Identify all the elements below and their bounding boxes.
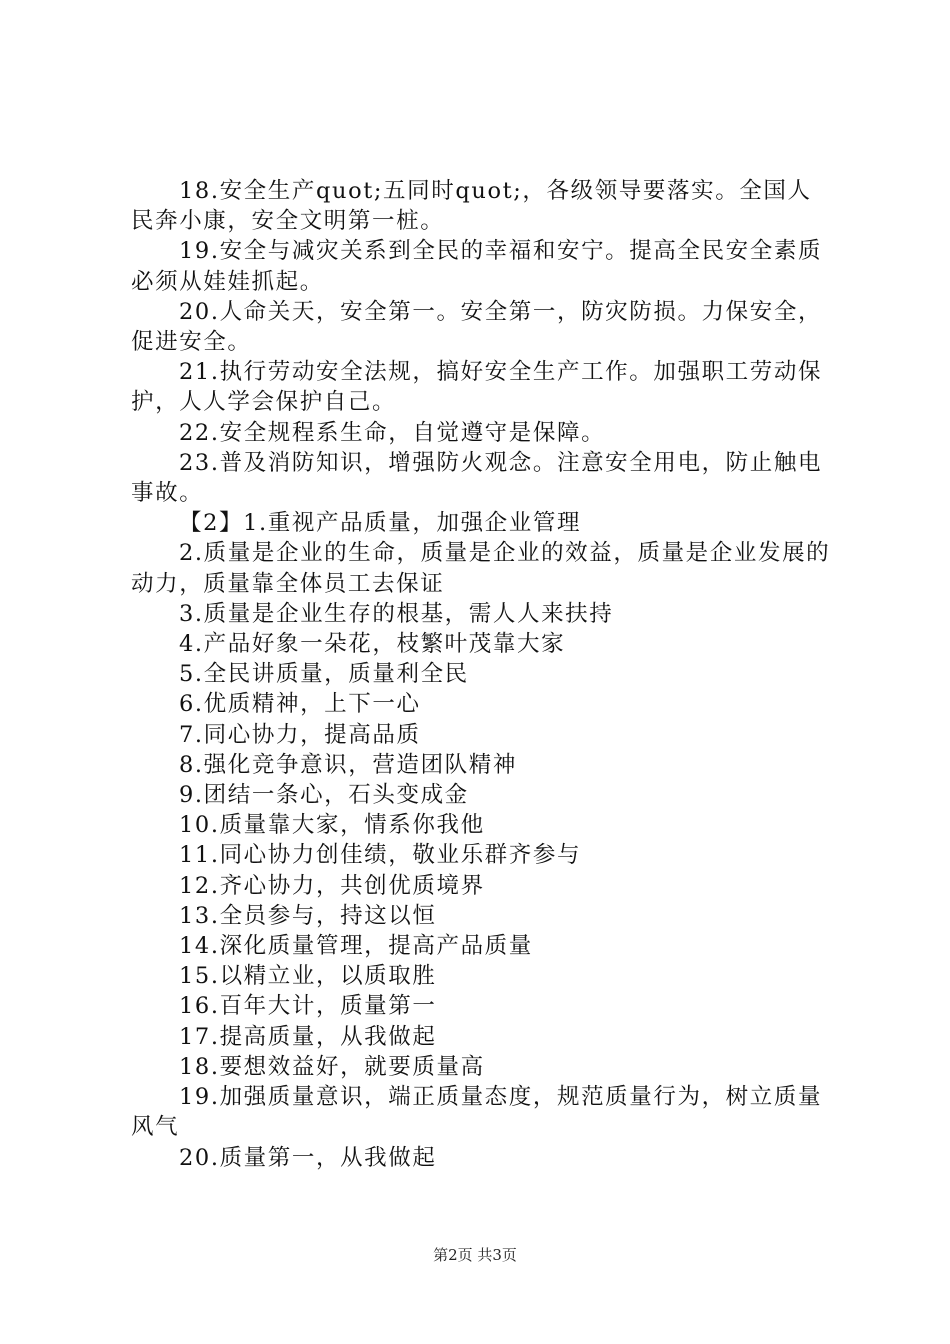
page-footer: 第2页 共3页 <box>433 1246 517 1264</box>
paragraph: 23.普及消防知识，增强防火观念。注意安全用电，防止触电事故。 <box>131 449 823 507</box>
paragraph: 12.齐心协力，共创优质境界 <box>179 872 485 899</box>
paragraph: 19.安全与减灾关系到全民的幸福和安宁。提高全民安全素质必须从娃娃抓起。 <box>131 238 823 295</box>
paragraph: 19.加强质量意识，端正质量态度，规范质量行为，树立质量风气 <box>131 1084 823 1141</box>
paragraph: 5.全民讲质量，质量利全民 <box>179 661 469 688</box>
paragraph: 10.质量靠大家，情系你我他 <box>179 812 485 839</box>
document-body <box>131 176 831 1173</box>
paragraph: 20.质量第一，从我做起 <box>179 1144 437 1171</box>
paragraph: 18.安全生产quot;五同时quot;，各级领导要落实。全国人民奔小康，安全文明第一桩。 <box>131 178 812 235</box>
paragraph: 7.同心协力，提高品质 <box>179 721 421 748</box>
paragraph: 15.以精立业，以质取胜 <box>179 963 437 990</box>
section-heading: 【2】1.重视产品质量，加强企业管理 <box>179 510 582 537</box>
paragraph: 22.安全规程系生命，自觉遵守是保障。 <box>179 419 606 446</box>
paragraph: 13.全员参与，持这以恒 <box>179 902 437 929</box>
paragraph: 18.要想效益好，就要质量高 <box>179 1053 485 1080</box>
paragraph: 21.执行劳动安全法规，搞好安全生产工作。加强职工劳动保护，人人学会保护自己。 <box>131 359 823 416</box>
paragraph: 2.质量是企业的生命，质量是企业的效益，质量是企业发展的动力，质量靠全体员工去保证 <box>131 540 831 597</box>
paragraph: 8.强化竞争意识，营造团队精神 <box>179 751 517 778</box>
paragraph: 17.提高质量，从我做起 <box>179 1023 437 1050</box>
paragraph: 4.产品好象一朵花，枝繁叶茂靠大家 <box>179 631 566 658</box>
paragraph: 20.人命关天，安全第一。安全第一，防灾防损。力保安全，促进安全。 <box>131 298 823 356</box>
paragraph: 6.优质精神，上下一心 <box>179 691 421 718</box>
paragraph: 16.百年大计，质量第一 <box>179 993 437 1020</box>
paragraph: 3.质量是企业生存的根基，需人人来扶持 <box>179 600 614 627</box>
paragraph: 11.同心协力创佳绩，敬业乐群齐参与 <box>179 842 582 869</box>
paragraph: 14.深化质量管理，提高产品质量 <box>179 933 533 960</box>
paragraph: 9.团结一条心，石头变成金 <box>179 782 469 809</box>
